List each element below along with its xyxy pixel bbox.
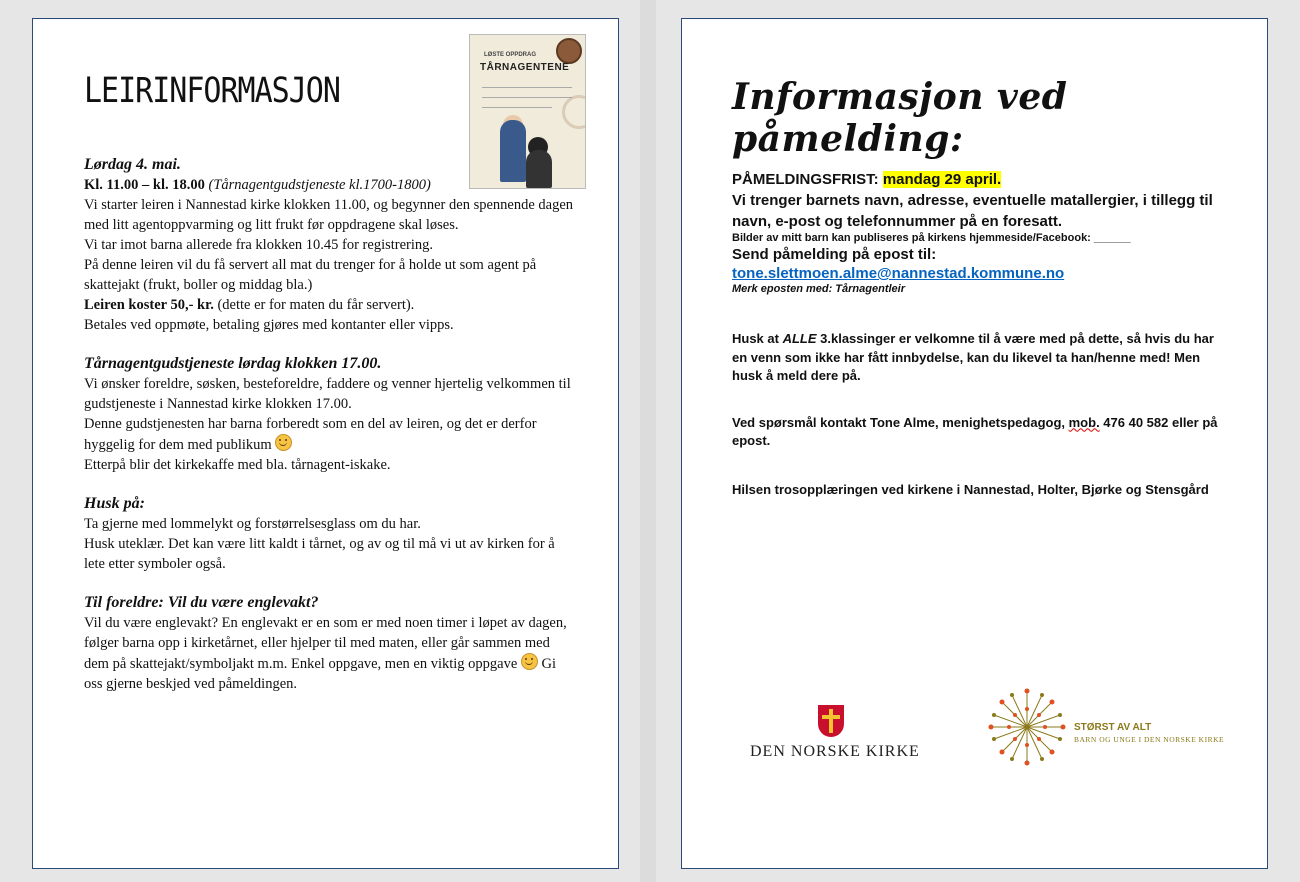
paragraph: Husk uteklær. Det kan være litt kaldt i tårnet, og av og til må vi ut av kirken for å lete etter symboler også. xyxy=(84,536,555,572)
greeting: Hilsen trosopplæringen ved kirkene i Nannestad, Holter, Bjørke og Stensgård xyxy=(732,481,1209,497)
storst-av-alt-logo xyxy=(982,687,1225,767)
logo-text: DEN NORSKE KIRKE xyxy=(750,743,920,760)
right-body xyxy=(732,169,1222,499)
smiley-icon xyxy=(275,434,292,451)
deadline-line: PÅMELDINGSFRIST: mandag 29 april. xyxy=(732,171,1002,188)
paragraph: Denne gudstjenesten har barna forberedt som en del av leiren, og det er derfor hyggelig for dem med publikum xyxy=(84,416,537,453)
cover-title: TÅRNAGENTENE xyxy=(480,62,570,73)
section-heading: Lørdag 4. mai. xyxy=(84,156,181,173)
send-label: Send påmelding på epost til: xyxy=(732,246,937,263)
price-line: Leiren koster 50,- kr. (dette er for maten du får servert). xyxy=(84,297,415,313)
deadline-highlight: mandag 29 april. xyxy=(882,171,1002,188)
badge-icon xyxy=(556,38,582,64)
page-gap xyxy=(640,0,656,882)
paragraph: Vi starter leiren i Nannestad kirke klokken 11.00, og begynner den spennende dagen med litt agentoppvarming og litt frukt før oppdragene skal løses. xyxy=(84,197,574,233)
page-title: Informasjon ved påmelding: xyxy=(732,76,1068,160)
logo-title: STØRST AV ALT xyxy=(1074,722,1152,733)
need-info: Vi trenger barnets navn, adresse, eventuelle matallergier, i tillegg til navn, e-post og telefonnummer på en foresatt. xyxy=(732,192,1213,230)
logo-subtitle: BARN OG UNGE I DEN NORSKE KIRKE xyxy=(1074,735,1225,744)
paragraph: Etterpå blir det kirkekaffe med bla. tårnagent-iskake. xyxy=(84,457,391,473)
paragraph: Betales ved oppmøte, betaling gjøres med kontanter eller vipps. xyxy=(84,317,454,333)
den-norske-kirke-logo xyxy=(750,705,920,765)
reminder: Husk at ALLE 3.klassinger er velkomne til å være med på dette, så hvis du har en venn som ikke har fått innbydelse, kan du likevel ta han/henne med! Men husk å meld dere på. xyxy=(732,331,1214,383)
cover-subtitle: LØSTE OPPDRAG xyxy=(484,52,537,58)
section-heading: Husk på: xyxy=(84,495,145,512)
paragraph: Vi tar imot barna allerede fra klokken 10.45 for registrering. xyxy=(84,237,434,253)
email-note: Merk eposten med: Tårnagentleir xyxy=(732,283,905,295)
photo-consent: Bilder av mitt barn kan publiseres på kirkens hjemmeside/Facebook: ______ xyxy=(732,232,1131,244)
paragraph: På denne leiren vil du få servert all mat du trenger for å holde ut som agent på skattejakt (frukt, boller og middag bla.) xyxy=(84,257,537,293)
section-heading: Tårnagentgudstjeneste lørdag klokken 17.00. xyxy=(84,355,382,372)
email-line xyxy=(732,265,1222,283)
church-shield-icon xyxy=(818,705,844,737)
paragraph: Ta gjerne med lommelykt og forstørrelsesglass om du har. xyxy=(84,516,421,532)
document-page-right xyxy=(681,18,1268,869)
paragraph: Vi ønsker foreldre, søsken, besteforeldre, faddere og venner hjertelig velkommen til gudstjeneste i Nannestad kirke klokken 17.00. xyxy=(84,376,571,412)
left-body xyxy=(84,155,574,694)
page-title: LEIRINFORMASJON xyxy=(84,71,340,112)
document-page-left xyxy=(32,18,619,869)
starburst-icon xyxy=(982,687,1072,767)
contact: Ved spørsmål kontakt Tone Alme, menighetspedagog, mob. 476 40 582 eller på epost. xyxy=(732,414,1218,448)
paragraph: Vil du være englevakt? En englevakt er en som er med noen timer i løpet av dagen, følger barna opp i kirketårnet, eller hjelper til med maten, eller går sammen med dem på skattejakt/symboljakt m.m. Enkel oppgave, men en viktig oppgave Gi oss gjerne beskjed ved påmeldingen. xyxy=(84,615,567,692)
smiley-icon xyxy=(521,653,538,670)
section-heading: Til foreldre: Vil du være englevakt? xyxy=(84,594,319,611)
email-link[interactable]: tone.slettmoen.alme@nannestad.kommune.no xyxy=(732,265,1065,282)
time-line: Kl. 11.00 – kl. 18.00 (Tårnagentgudstjeneste kl.1700-1800) xyxy=(84,177,431,193)
